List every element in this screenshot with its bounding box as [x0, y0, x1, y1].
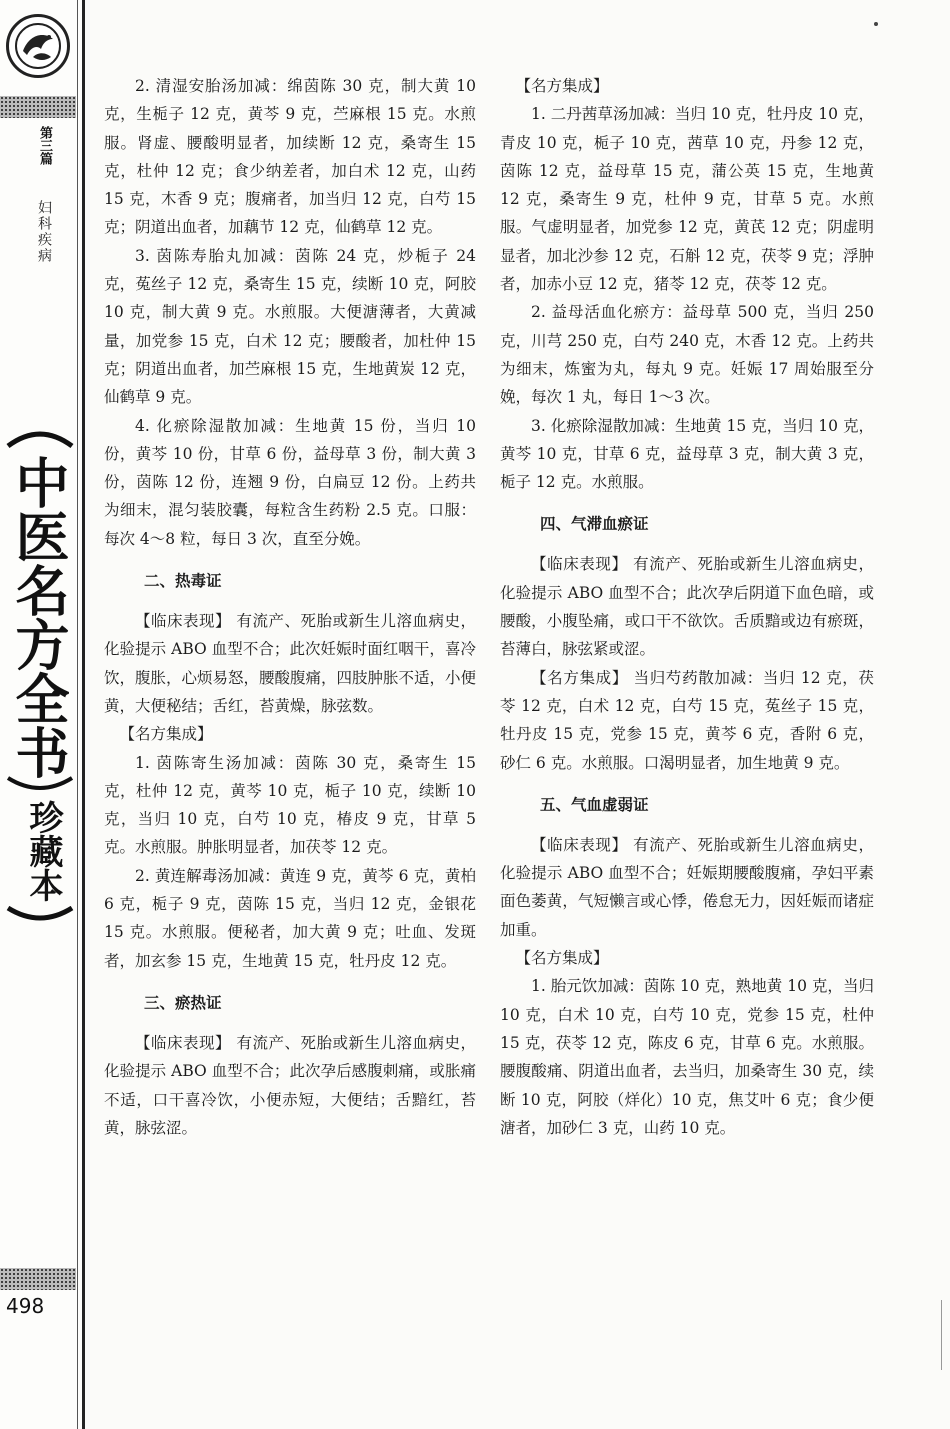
title-bracket-bottom: [6, 906, 74, 926]
title-bracket-top: [6, 428, 74, 448]
book-title: 中医名方全书: [7, 455, 71, 779]
phoenix-emblem-icon: [6, 14, 70, 78]
paragraph-text: 有流产、死胎或新生儿溶血病史，化验提示 ABO 血型不合；妊娠期腰酸腹痛，孕妇平素面色萎黄，气短懒言或心悸，倦怠无力，因妊娠而诸症加重。: [500, 835, 874, 939]
label-clinical: 【临床表现】: [135, 612, 232, 631]
paragraph: [500, 831, 874, 944]
sidebar-pattern-band: [0, 96, 76, 118]
sidebar: [0, 0, 85, 1429]
paragraph: 1. 二丹茜草汤加减：当归 10 克，牡丹皮 10 克，青皮 10 克，栀子 10 克，茜草 10 克，丹参 12 克，茵陈 12 克，益母草 15 克，蒲公英 15 克，生地黄 12 克，桑寄生 9 克，杜仲 9 克，甘草 5 克。水煎服。气虚明显者，加党参 12 克，黄芪 12 克；阴虚明显者，加北沙参 12 克，石斛 12 克，茯苓 9 克；浮肿者，加赤小豆 12 克，猪苓 12 克，茯苓 12 克。: [500, 105, 874, 294]
page-number: 498: [6, 1294, 45, 1318]
paragraph: 1. 胎元饮加减：茵陈 10 克，熟地黄 10 克，当归 10 克，白术 10 克，白芍 10 克，党参 15 克，杜仲 15 克，茯苓 12 克，陈皮 6 克，甘草 6 克。水煎服。腰腹酸痛、阴道出血者，去当归，加桑寄生 30 克，续断 10 克，阿胶（烊化）10 克，焦艾叶 6 克；食少便溏者，加砂仁 3 克，山药 10 克。: [500, 977, 874, 1137]
label-formulas: 【名方集成】: [515, 77, 609, 95]
title-bracket-mid: [6, 776, 74, 796]
paragraph-text: 有流产、死胎或新生儿溶血病史，化验提示 ABO 血型不合；此次孕后阴道下血色暗，或腰酸，小腹坠痛，或口干不欲饮。舌质黯或边有瘀斑，苔薄白，脉弦紧或涩。: [500, 555, 874, 659]
left-column: [104, 72, 476, 1142]
part-subtitle: 妇科疾病: [36, 200, 52, 264]
part-label: 第三篇: [37, 126, 52, 165]
paragraph: [500, 664, 874, 777]
label-clinical: 【临床表现】: [135, 1033, 232, 1052]
label-formulas: 【名方集成】: [119, 725, 213, 744]
sidebar-pattern-band-bottom: [0, 1268, 76, 1290]
label-clinical: 【临床表现】: [531, 835, 628, 854]
paragraph: 1. 茵陈寄生汤加减：茵陈 30 克，桑寄生 15 克，杜仲 12 克，黄芩 10 克，栀子 10 克，续断 10 克，当归 10 克，白芍 10 克，椿皮 9 克，甘草 5 克。水煎服。肿胀明显者，加茯苓 12 克。: [104, 753, 476, 857]
label-formulas: 【名方集成】: [515, 949, 609, 968]
corner-mark: [874, 22, 878, 26]
paragraph: 3. 化瘀除湿散加减：生地黄 15 克，当归 10 克，黄芩 10 克，甘草 6 克，益母草 3 克，制大黄 3 克，栀子 12 克。水煎服。: [500, 416, 874, 492]
paragraph: [104, 1029, 476, 1142]
section-heading: 四、气滞血瘀证: [540, 515, 649, 534]
label-clinical: 【临床表现】: [531, 555, 628, 574]
paragraph: [104, 607, 476, 720]
label-formulas: 【名方集成】: [531, 668, 628, 687]
right-column: [500, 72, 874, 1142]
paragraph: 2. 清湿安胎汤加减：绵茵陈 30 克，制大黄 10 克，生栀子 12 克，黄芩 9 克，苎麻根 15 克。水煎服。肾虚、腰酸明显者，加续断 12 克，桑寄生 15 克，杜仲 12 克；食少纳差者，加白术 12 克，山药 15 克，木香 9 克；腹痛者，加当归 12 克，白芍 15 克；阴道出血者，加藕节 12 克，仙鹤草 12 克。: [104, 77, 476, 237]
page-edge-line: [941, 1300, 942, 1370]
edition-label: 珍藏本: [23, 800, 63, 902]
section-heading: 三、瘀热证: [144, 993, 222, 1012]
paragraph: 4. 化瘀除湿散加减：生地黄 15 份，当归 10 份，黄芩 10 份，甘草 6 份，益母草 3 份，制大黄 3 份，茵陈 12 份，连翘 9 份，白扁豆 12 份。上药共为细末，混匀装胶囊，每粒含生药粉 2.5 克。口服：每次 4～8 粒，每日 3 次，直至分娩。: [104, 416, 476, 548]
paragraph: 2. 益母活血化瘀方：益母草 500 克，当归 250 克，川芎 250 克，白芍 240 克，木香 12 克。上药共为细末，炼蜜为丸，每丸 9 克。妊娠 17 周始服至分娩，每次 1 丸，每日 1～3 次。: [500, 303, 874, 407]
paragraph: 2. 黄连解毒汤加减：黄连 9 克，黄芩 6 克，黄柏 6 克，栀子 9 克，茵陈 15 克，当归 12 克，金银花 15 克。水煎服。便秘者，加大黄 9 克；吐血、发斑者，加玄参 15 克，生地黄 15 克，牡丹皮 12 克。: [104, 866, 476, 970]
paragraph-text: 有流产、死胎或新生儿溶血病史，化验提示 ABO 血型不合；此次妊娠时面红咽干，喜冷饮，腹胀，心烦易怒，腰酸腹痛，四肢肿胀不适，小便黄，大便秘结；舌红，苔黄燥，脉弦数。: [104, 612, 477, 715]
paragraph: [500, 550, 874, 663]
paragraph-text: 有流产、死胎或新生儿溶血病史，化验提示 ABO 血型不合；此次孕后感腹刺痛，或胀痛不适，口干喜冷饮，小便赤短，大便结；舌黯红，苔黄，脉弦涩。: [104, 1033, 476, 1137]
paragraph: 3. 茵陈寿胎丸加减：茵陈 24 克，炒栀子 24 克，菟丝子 12 克，桑寄生 15 克，续断 10 克，阿胶 10 克，制大黄 9 克。水煎服。大便溏薄者，大黄减量，加党参 15 克，白术 12 克；腰酸者，加杜仲 15 克；阴道出血者，加苎麻根 15 克，生地黄炭 12 克，仙鹤草 9 克。: [104, 246, 476, 407]
sidebar-divider: [77, 0, 78, 1429]
section-heading: 五、气血虚弱证: [540, 795, 649, 814]
section-heading: 二、热毒证: [144, 572, 222, 591]
paragraph-text: 当归芍药散加减：当归 12 克，茯苓 12 克，白术 12 克，白芍 15 克，菟丝子 15 克，牡丹皮 15 克，党参 15 克，黄芩 6 克，香附 6 克，砂仁 6 克。水煎服。口渴明显者，加生地黄 9 克。: [500, 668, 874, 772]
